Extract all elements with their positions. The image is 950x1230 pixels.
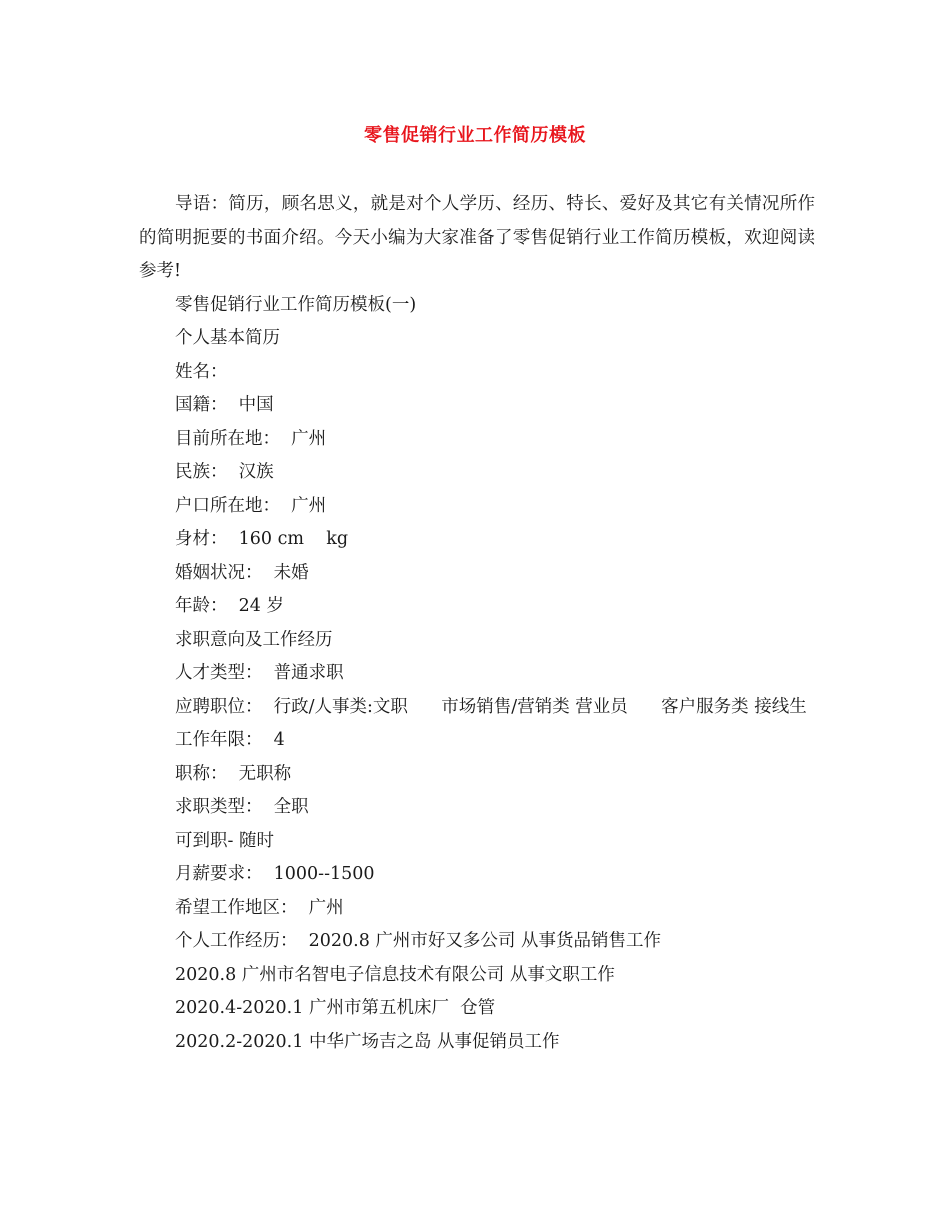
resume-line: 求职类型： 全职 <box>175 797 309 817</box>
resume-line: 个人工作经历： 2020.8 广州市好又多公司 从事货品销售工作 <box>175 931 661 951</box>
resume-line: 户口所在地： 广州 <box>175 495 327 516</box>
resume-line: 职称： 无职称 <box>175 763 292 784</box>
intro-paragraph: 导语：简历，顾名思义，就是对个人学历、经历、特长、爱好及其它有关情况所作的简明扼要的书面介绍。今天小编为大家准备了零售促销行业工作简历模板，欢迎阅读参考! <box>139 194 815 281</box>
resume-line: 人才类型： 普通求职 <box>175 663 344 683</box>
resume-line: 目前所在地： 广州 <box>175 428 327 449</box>
resume-line: 2020.4-2020.1 广州市第五机床厂 仓管 <box>175 998 496 1018</box>
resume-line: 2020.2-2020.1 中华广场吉之岛 从事促销员工作 <box>175 1031 560 1052</box>
resume-line: 工作年限： 4 <box>175 730 285 750</box>
resume-line: 可到职- 随时 <box>175 830 274 851</box>
resume-line: 个人基本简历 <box>175 328 280 348</box>
document-title: 零售促销行业工作简历模板 <box>364 125 586 146</box>
resume-line: 国籍： 中国 <box>175 395 274 415</box>
resume-line: 年龄： 24 岁 <box>175 596 284 616</box>
resume-line: 婚姻状况： 未婚 <box>175 562 309 583</box>
resume-line: 民族： 汉族 <box>175 462 274 482</box>
document-body <box>139 188 815 1059</box>
resume-line: 姓名： <box>175 361 228 382</box>
resume-line: 月薪要求： 1000--1500 <box>175 864 375 884</box>
resume-line: 求职意向及工作经历 <box>175 629 333 650</box>
resume-line: 希望工作地区： 广州 <box>175 897 344 918</box>
resume-line: 2020.8 广州市名智电子信息技术有限公司 从事文职工作 <box>175 964 615 985</box>
resume-line: 零售促销行业工作简历模板(一) <box>175 294 417 315</box>
resume-line: 应聘职位： 行政/人事类:文职 市场销售/营销类 营业员 客户服务类 接线生 <box>175 696 807 717</box>
resume-lines <box>139 289 815 1060</box>
resume-line: 身材： 160 cm kg <box>175 529 349 549</box>
